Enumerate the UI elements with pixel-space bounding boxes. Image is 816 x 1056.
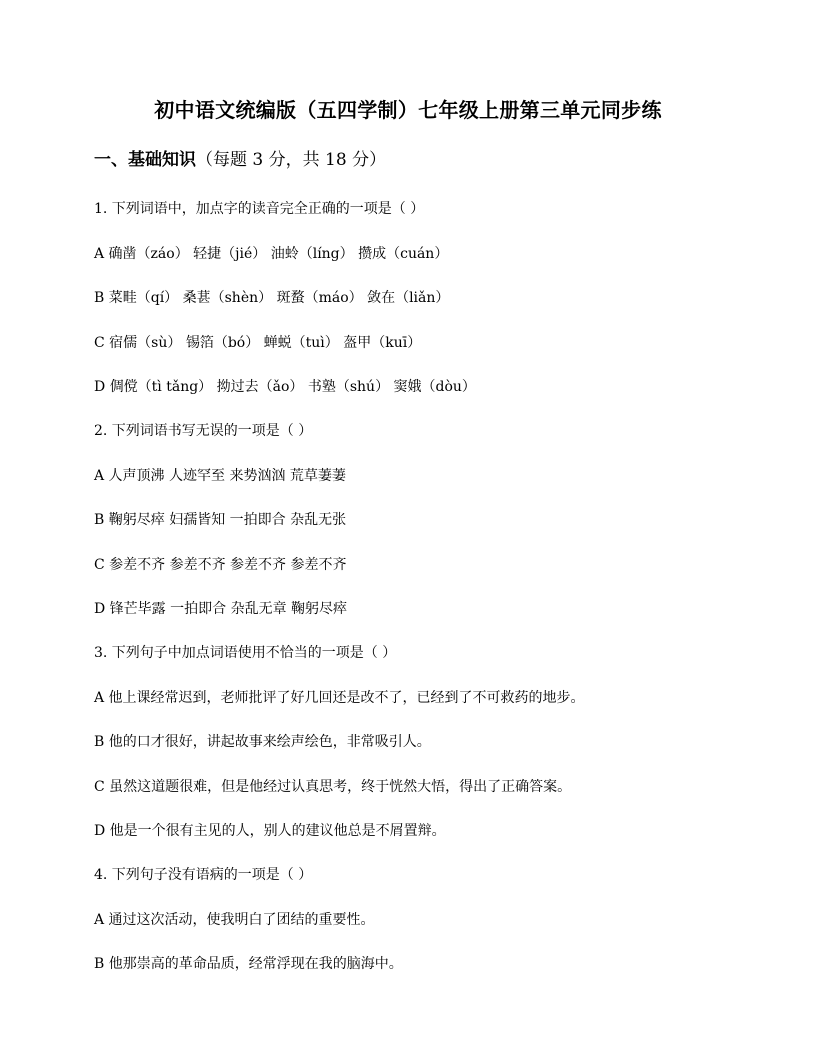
question-4-option-a: A 通过这次活动，使我明白了团结的重要性。 (94, 912, 375, 928)
question-1-option-c: C 宿儒（sù） 锡箔（bó） 蝉蜕（tuì） 盔甲（kuī） (94, 335, 422, 351)
section-heading-note: （每题 3 分，共 18 分） (196, 150, 387, 170)
section-heading-main: 一、基础知识 (94, 150, 196, 170)
document-title: 初中语文统编版（五四学制）七年级上册第三单元同步练 (154, 98, 662, 122)
question-2-option-d: D 锋芒毕露 一拍即合 杂乱无章 鞠躬尽瘁 (94, 601, 348, 617)
question-3: 3. 下列句子中加点词语使用不恰当的一项是（ ） (94, 645, 397, 661)
question-1-option-d: D 倜傥（tì tǎng） 拗过去（ǎo） 书塾（shú） 窦娥（dòu） (94, 379, 476, 395)
question-2-option-c: C 参差不齐 参差不齐 参差不齐 参差不齐 (94, 557, 347, 573)
question-2-option-a: A 人声顶沸 人迹罕至 来势汹汹 荒草萋萋 (94, 468, 346, 484)
question-4-option-b: B 他那崇高的革命品质，经常浮现在我的脑海中。 (94, 956, 403, 972)
question-2: 2. 下列词语书写无误的一项是（ ） (94, 423, 313, 439)
section-heading (94, 148, 386, 172)
question-1-option-a: A 确凿（záo） 轻捷（jié） 油蛉（líng） 攒成（cuán） (94, 246, 449, 262)
question-4: 4. 下列句子没有语病的一项是（ ） (94, 867, 313, 883)
question-2-option-b: B 鞠躬尽瘁 妇孺皆知 一拍即合 杂乱无张 (94, 512, 347, 528)
question-3-option-b: B 他的口才很好，讲起故事来绘声绘色，非常吸引人。 (94, 734, 431, 750)
question-1-option-b: B 菜畦（qí） 桑葚（shèn） 斑蝥（máo） 敛在（liǎn） (94, 290, 450, 306)
question-1: 1. 下列词语中，加点字的读音完全正确的一项是（ ） (94, 201, 425, 217)
question-3-option-d: D 他是一个很有主见的人，别人的建议他总是不屑置辩。 (94, 823, 446, 839)
question-3-option-a: A 他上课经常迟到，老师批评了好几回还是改不了，已经到了不可救药的地步。 (94, 690, 585, 706)
question-3-option-c: C 虽然这道题很难，但是他经过认真思考，终于恍然大悟，得出了正确答案。 (94, 779, 572, 795)
